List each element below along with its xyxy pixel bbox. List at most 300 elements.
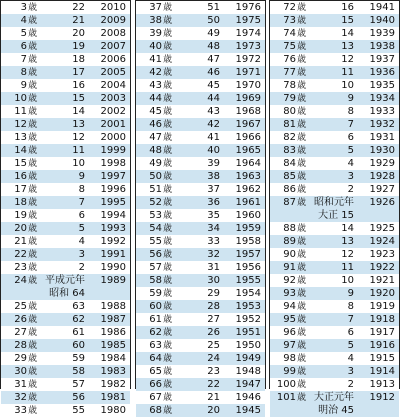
age-value: 47 [149, 132, 162, 143]
age-unit: 歳 [162, 224, 172, 234]
age-cell [136, 144, 176, 157]
age-unit: 歳 [162, 81, 172, 91]
age-unit: 歳 [162, 341, 172, 351]
age-value: 65 [149, 366, 162, 377]
year-cell: 1949 [235, 353, 261, 364]
age-cell [270, 92, 310, 105]
year-cell: 1954 [235, 288, 261, 299]
age-cell [270, 131, 310, 144]
year-cell: 1959 [235, 223, 261, 234]
table-row [136, 40, 265, 53]
table-row [136, 378, 265, 391]
era-cell: 22 [72, 2, 85, 13]
table-row [136, 313, 265, 326]
age-unit: 歳 [162, 276, 172, 286]
era-cell: 9 [347, 93, 354, 104]
age-value: 20 [14, 223, 27, 234]
age-unit: 歳 [27, 276, 37, 286]
era-cell: 33 [207, 236, 220, 247]
year-cell: 1984 [100, 353, 126, 364]
year-cell: 1928 [369, 171, 395, 182]
table-row [270, 183, 399, 196]
year-cell: 1913 [369, 379, 395, 390]
table-row [1, 404, 130, 417]
age-value: 76 [283, 54, 296, 65]
era-cell: 10 [341, 275, 354, 286]
age-unit: 歳 [162, 159, 172, 169]
age-cell [1, 274, 41, 300]
age-value: 92 [283, 275, 296, 286]
year-cell: 1956 [235, 262, 261, 273]
age-cell [1, 183, 41, 196]
age-cell [136, 92, 176, 105]
age-unit: 歳 [162, 16, 172, 26]
age-unit: 歳 [296, 250, 306, 260]
era-line-1: 大正元年 [314, 392, 354, 403]
era-cell: 20 [207, 405, 220, 416]
age-cell [270, 183, 310, 196]
year-cell: 1985 [100, 340, 126, 351]
age-cell [136, 40, 176, 53]
age-value: 98 [283, 353, 296, 364]
era-cell: 12 [72, 132, 85, 143]
table-row [1, 391, 130, 404]
age-value: 45 [149, 106, 162, 117]
year-cell: 1980 [100, 405, 126, 416]
age-cell [1, 339, 41, 352]
table-row [136, 404, 265, 417]
year-cell: 1988 [100, 301, 126, 312]
age-cell [270, 53, 310, 66]
age-unit: 歳 [162, 185, 172, 195]
age-unit: 歳 [162, 198, 172, 208]
year-cell: 1991 [100, 249, 126, 260]
table-row [136, 261, 265, 274]
age-unit: 歳 [296, 133, 306, 143]
age-value: 59 [149, 288, 162, 299]
table-row [270, 326, 399, 339]
age-cell [270, 27, 310, 40]
era-cell: 2 [78, 262, 85, 273]
age-cell [270, 196, 310, 222]
age-value: 84 [283, 158, 296, 169]
era-cell: 8 [78, 184, 85, 195]
age-value: 79 [283, 93, 296, 104]
year-cell: 1952 [235, 314, 261, 325]
year-cell: 2004 [100, 80, 126, 91]
age-unit: 歳 [296, 120, 306, 130]
era-cell [310, 391, 358, 417]
age-cell [1, 144, 41, 157]
year-cell: 1914 [369, 366, 395, 377]
age-value: 43 [149, 80, 162, 91]
age-cell [136, 209, 176, 222]
age-unit: 歳 [162, 393, 172, 403]
age-cell [1, 365, 41, 378]
era-cell: 58 [72, 366, 85, 377]
age-unit: 歳 [162, 380, 172, 390]
age-value: 52 [149, 197, 162, 208]
era-line-2: 明治 45 [318, 405, 354, 416]
table-row [1, 92, 130, 105]
age-cell [1, 404, 41, 417]
era-cell: 40 [207, 145, 220, 156]
age-cell [270, 79, 310, 92]
age-value: 30 [14, 366, 27, 377]
age-unit: 歳 [162, 42, 172, 52]
age-cell [136, 352, 176, 365]
table-row [136, 14, 265, 27]
year-cell: 1975 [235, 15, 261, 26]
age-value: 93 [283, 288, 296, 299]
age-unit: 歳 [27, 159, 37, 169]
age-cell [136, 170, 176, 183]
age-unit: 歳 [27, 107, 37, 117]
age-cell [270, 118, 310, 131]
age-value: 9 [20, 80, 27, 91]
age-unit: 歳 [27, 302, 37, 312]
age-cell [136, 313, 176, 326]
age-unit: 歳 [162, 3, 172, 13]
table-row [270, 196, 399, 222]
table-row [270, 339, 399, 352]
year-cell: 1922 [369, 262, 395, 273]
table-row [1, 14, 130, 27]
age-cell [1, 209, 41, 222]
table-row [1, 27, 130, 40]
age-cell [270, 144, 310, 157]
era-cell [41, 274, 89, 300]
year-cell: 1940 [369, 15, 395, 26]
age-value: 44 [149, 93, 162, 104]
year-cell: 2008 [100, 28, 126, 39]
year-cell: 1934 [369, 93, 395, 104]
age-unit: 歳 [296, 81, 306, 91]
year-cell: 1970 [235, 80, 261, 91]
age-unit: 歳 [27, 42, 37, 52]
era-cell: 45 [207, 80, 220, 91]
era-cell: 6 [347, 132, 354, 143]
age-value: 42 [149, 67, 162, 78]
age-cell [136, 196, 176, 209]
age-unit: 歳 [162, 68, 172, 78]
year-cell: 1963 [235, 171, 261, 182]
era-cell: 5 [347, 340, 354, 351]
age-cell [1, 118, 41, 131]
age-unit: 歳 [27, 29, 37, 39]
table-row [1, 183, 130, 196]
year-cell: 1972 [235, 54, 261, 65]
year-cell: 1971 [235, 67, 261, 78]
age-value: 7 [20, 54, 27, 65]
age-cell [136, 157, 176, 170]
age-value: 55 [149, 236, 162, 247]
age-cell [136, 53, 176, 66]
era-cell: 55 [72, 405, 85, 416]
age-value: 74 [283, 28, 296, 39]
age-cell [136, 248, 176, 261]
table-row [270, 79, 399, 92]
age-cell [1, 196, 41, 209]
age-unit: 歳 [27, 211, 37, 221]
age-unit: 歳 [296, 42, 306, 52]
year-cell: 1993 [100, 223, 126, 234]
age-unit: 歳 [162, 237, 172, 247]
age-unit: 歳 [27, 3, 37, 13]
era-cell: 50 [207, 15, 220, 26]
year-cell: 1962 [235, 184, 261, 195]
year-cell: 1948 [235, 366, 261, 377]
age-unit: 歳 [27, 94, 37, 104]
era-cell: 59 [72, 353, 85, 364]
table-row [270, 27, 399, 40]
age-value: 88 [283, 223, 296, 234]
table-row [136, 352, 265, 365]
table-row [136, 300, 265, 313]
table-row [270, 222, 399, 235]
year-cell: 2010 [100, 2, 126, 13]
table-row [1, 313, 130, 326]
age-cell [1, 378, 41, 391]
age-unit: 歳 [27, 328, 37, 338]
age-value: 18 [14, 197, 27, 208]
age-unit: 歳 [27, 250, 37, 260]
era-cell: 63 [72, 301, 85, 312]
table-row [1, 352, 130, 365]
table-row [1, 144, 130, 157]
era-cell: 4 [347, 353, 354, 364]
age-cell [270, 326, 310, 339]
age-cell [136, 14, 176, 27]
era-cell: 7 [347, 314, 354, 325]
year-cell: 2009 [100, 15, 126, 26]
year-cell: 2002 [100, 106, 126, 117]
era-cell: 4 [347, 158, 354, 169]
age-unit: 歳 [27, 81, 37, 91]
table-row [270, 274, 399, 287]
age-value: 89 [283, 236, 296, 247]
table-row [1, 66, 130, 79]
age-value: 61 [149, 314, 162, 325]
age-value: 78 [283, 80, 296, 91]
age-unit: 歳 [296, 68, 306, 78]
era-cell: 51 [207, 2, 220, 13]
age-cell [1, 40, 41, 53]
era-cell: 41 [207, 132, 220, 143]
year-cell: 1960 [235, 210, 261, 221]
age-unit: 歳 [296, 380, 306, 390]
era-line-2: 昭和 64 [49, 288, 85, 299]
year-cell: 1982 [100, 379, 126, 390]
era-cell: 9 [347, 288, 354, 299]
age-cell [270, 274, 310, 287]
table-row [136, 53, 265, 66]
year-cell: 1969 [235, 93, 261, 104]
age-value: 97 [283, 340, 296, 351]
age-cell [136, 79, 176, 92]
table-row [1, 157, 130, 170]
era-cell: 12 [341, 249, 354, 260]
era-cell: 10 [72, 158, 85, 169]
era-cell: 17 [72, 67, 85, 78]
age-value: 22 [14, 249, 27, 260]
table-row [136, 105, 265, 118]
age-cell [136, 105, 176, 118]
age-cell [1, 326, 41, 339]
age-value: 38 [149, 15, 162, 26]
era-cell: 43 [207, 106, 220, 117]
year-cell: 1950 [235, 340, 261, 351]
age-cell [136, 391, 176, 404]
table-row [136, 131, 265, 144]
table-row [1, 53, 130, 66]
age-unit: 歳 [162, 315, 172, 325]
era-cell: 23 [207, 366, 220, 377]
table-row [136, 326, 265, 339]
table-row [270, 1, 399, 14]
year-cell: 1968 [235, 106, 261, 117]
era-cell: 12 [341, 54, 354, 65]
table-row [1, 248, 130, 261]
age-value: 16 [14, 171, 27, 182]
age-cell [270, 222, 310, 235]
table-row [1, 300, 130, 313]
era-cell: 60 [72, 340, 85, 351]
age-cell [270, 1, 310, 14]
era-cell: 49 [207, 28, 220, 39]
age-value: 68 [149, 405, 162, 416]
table-row [136, 391, 265, 404]
year-cell: 2007 [100, 41, 126, 52]
age-unit: 歳 [27, 367, 37, 377]
table-row [136, 248, 265, 261]
age-value: 83 [283, 145, 296, 156]
table-row [270, 118, 399, 131]
age-table-panel-3 [269, 0, 400, 416]
age-cell [1, 300, 41, 313]
age-unit: 歳 [162, 367, 172, 377]
table-row [136, 170, 265, 183]
table-row [1, 222, 130, 235]
table-row [1, 378, 130, 391]
age-value: 31 [14, 379, 27, 390]
era-cell: 14 [341, 28, 354, 39]
age-value: 15 [14, 158, 27, 169]
age-unit: 歳 [296, 172, 306, 182]
age-value: 54 [149, 223, 162, 234]
year-cell: 1987 [100, 314, 126, 325]
table-row [1, 235, 130, 248]
age-cell [136, 222, 176, 235]
era-cell: 22 [207, 379, 220, 390]
table-row [270, 235, 399, 248]
table-row [270, 53, 399, 66]
year-cell: 2003 [100, 93, 126, 104]
table-row [136, 79, 265, 92]
era-cell: 10 [341, 80, 354, 91]
year-cell: 1935 [369, 80, 395, 91]
era-cell: 3 [347, 171, 354, 182]
table-row [270, 66, 399, 79]
table-row [270, 157, 399, 170]
table-row [1, 274, 130, 300]
era-cell: 6 [347, 327, 354, 338]
age-cell [136, 378, 176, 391]
age-unit: 歳 [27, 172, 37, 182]
era-cell: 28 [207, 301, 220, 312]
table-row [1, 170, 130, 183]
table-row [1, 339, 130, 352]
age-value: 6 [20, 41, 27, 52]
age-value: 95 [283, 314, 296, 325]
year-cell: 1925 [369, 223, 395, 234]
age-value: 17 [14, 184, 27, 195]
year-cell: 1938 [369, 41, 395, 52]
age-value: 64 [149, 353, 162, 364]
age-cell [270, 235, 310, 248]
year-cell: 1941 [369, 2, 395, 13]
age-value: 72 [283, 2, 296, 13]
era-cell: 34 [207, 223, 220, 234]
age-cell [270, 157, 310, 170]
era-cell: 61 [72, 327, 85, 338]
age-cell [270, 105, 310, 118]
age-unit: 歳 [296, 393, 306, 403]
table-row [136, 339, 265, 352]
age-value: 37 [149, 2, 162, 13]
year-cell: 1924 [369, 236, 395, 247]
age-cell [1, 1, 41, 14]
era-cell: 15 [341, 15, 354, 26]
era-cell: 35 [207, 210, 220, 221]
age-cell [136, 27, 176, 40]
age-cell [1, 14, 41, 27]
era-cell: 13 [341, 41, 354, 52]
table-row [136, 222, 265, 235]
era-cell: 13 [341, 236, 354, 247]
year-cell: 1958 [235, 236, 261, 247]
age-cell [136, 261, 176, 274]
age-value: 21 [14, 236, 27, 247]
era-cell: 16 [72, 80, 85, 91]
age-unit: 歳 [27, 380, 37, 390]
table-row [1, 1, 130, 14]
year-cell: 1961 [235, 197, 261, 208]
table-row [270, 14, 399, 27]
age-value: 101 [276, 392, 296, 403]
table-row [270, 40, 399, 53]
age-value: 32 [14, 392, 27, 403]
age-unit: 歳 [296, 224, 306, 234]
year-cell: 1964 [235, 158, 261, 169]
age-value: 8 [20, 67, 27, 78]
era-cell: 14 [341, 223, 354, 234]
age-cell [270, 365, 310, 378]
year-cell: 1990 [100, 262, 126, 273]
age-unit: 歳 [296, 146, 306, 156]
age-cell [1, 222, 41, 235]
age-unit: 歳 [296, 354, 306, 364]
age-value: 94 [283, 301, 296, 312]
era-cell: 9 [78, 171, 85, 182]
age-unit: 歳 [162, 354, 172, 364]
age-unit: 歳 [162, 211, 172, 221]
table-row [1, 40, 130, 53]
age-unit: 歳 [296, 3, 306, 13]
era-cell: 26 [207, 327, 220, 338]
year-cell: 1923 [369, 249, 395, 260]
era-cell: 11 [72, 145, 85, 156]
